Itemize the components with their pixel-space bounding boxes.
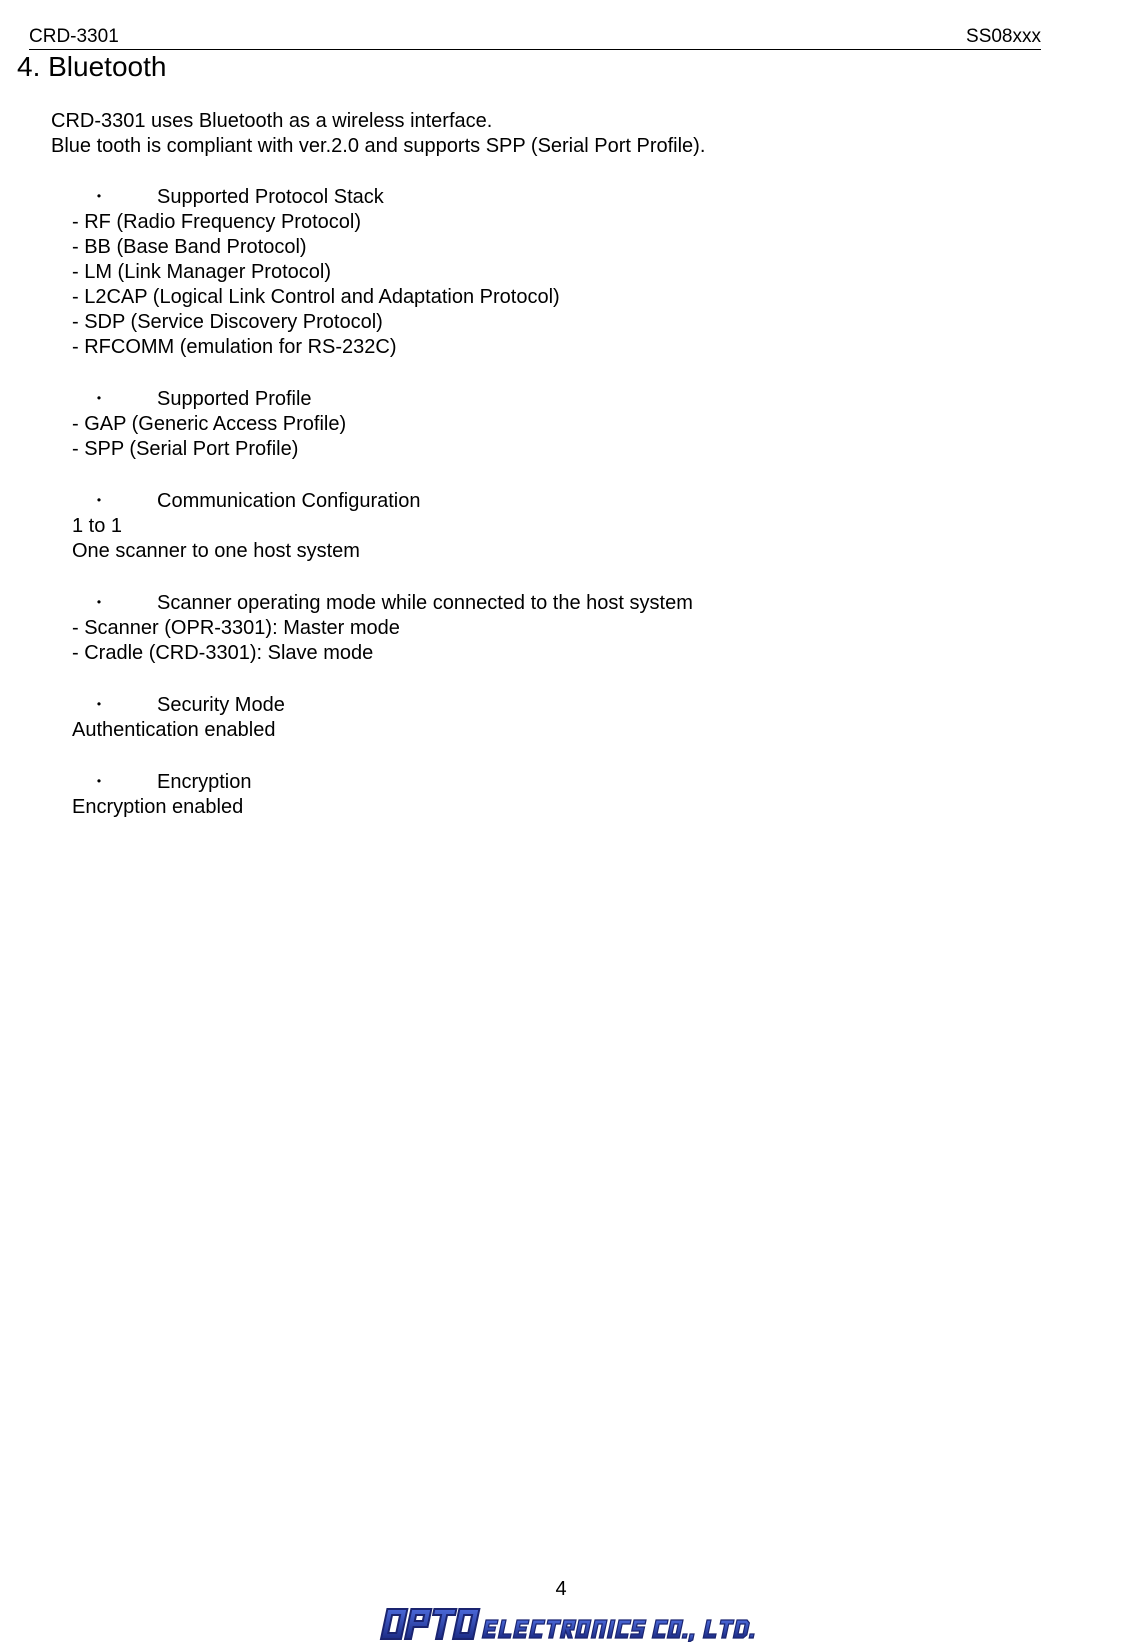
bullet-mark: ・	[90, 695, 108, 715]
block-title: Security Mode	[157, 694, 285, 716]
block-line: 1 to 1	[72, 515, 123, 537]
company-logo	[375, 1606, 780, 1647]
spec-blocks	[72, 185, 693, 847]
bullet-mark: ・	[90, 187, 108, 207]
spec-block-encryption	[72, 770, 560, 820]
block-heading	[72, 489, 560, 514]
block-heading	[72, 387, 560, 412]
bullet-mark: ・	[90, 389, 108, 409]
bullet-mark: ・	[90, 491, 108, 511]
block-title: Supported Protocol Stack	[157, 186, 384, 208]
block-line: - Scanner (OPR-3301): Master mode	[72, 617, 400, 639]
page-header	[29, 24, 1041, 50]
block-line: - RF (Radio Frequency Protocol)	[72, 211, 361, 233]
block-line: - RFCOMM (emulation for RS-232C)	[72, 336, 397, 358]
page-number: 4	[555, 1578, 567, 1600]
company-logo-icon	[375, 1606, 780, 1642]
bullet-mark: ・	[90, 772, 108, 792]
intro-line: Blue tooth is compliant with ver.2.0 and supports SPP (Serial Port Profile).	[51, 135, 706, 157]
intro-line: CRD-3301 uses Bluetooth as a wireless interface.	[51, 110, 493, 132]
block-heading	[72, 591, 693, 616]
block-line: - Cradle (CRD-3301): Slave mode	[72, 642, 374, 664]
block-title: Scanner operating mode while connected to the host system	[157, 592, 693, 614]
bullet-mark: ・	[90, 593, 108, 613]
block-line: - SPP (Serial Port Profile)	[72, 438, 299, 460]
spec-block-communication	[72, 489, 560, 564]
block-title: Communication Configuration	[157, 490, 421, 512]
block-line: - SDP (Service Discovery Protocol)	[72, 311, 383, 333]
block-line: - L2CAP (Logical Link Control and Adaptation Protocol)	[72, 286, 560, 308]
header-doc-id: CRD-3301	[29, 26, 119, 47]
block-title: Encryption	[157, 771, 252, 793]
block-title: Supported Profile	[157, 388, 312, 410]
block-line: - GAP (Generic Access Profile)	[72, 413, 347, 435]
block-heading	[72, 693, 560, 718]
block-heading	[72, 185, 560, 210]
header-spec-number: SS08xxx	[966, 26, 1041, 47]
intro-paragraph	[51, 109, 705, 159]
section-title: 4. Bluetooth	[17, 51, 167, 82]
block-line: Encryption enabled	[72, 796, 244, 818]
block-line: - BB (Base Band Protocol)	[72, 236, 307, 258]
spec-block-protocol-stack	[72, 185, 560, 360]
spec-block-profile	[72, 387, 560, 462]
block-line: Authentication enabled	[72, 719, 276, 741]
block-line: - LM (Link Manager Protocol)	[72, 261, 331, 283]
block-line: One scanner to one host system	[72, 540, 360, 562]
block-heading	[72, 770, 560, 795]
spec-block-operating-mode	[72, 591, 693, 666]
spec-block-security	[72, 693, 560, 743]
